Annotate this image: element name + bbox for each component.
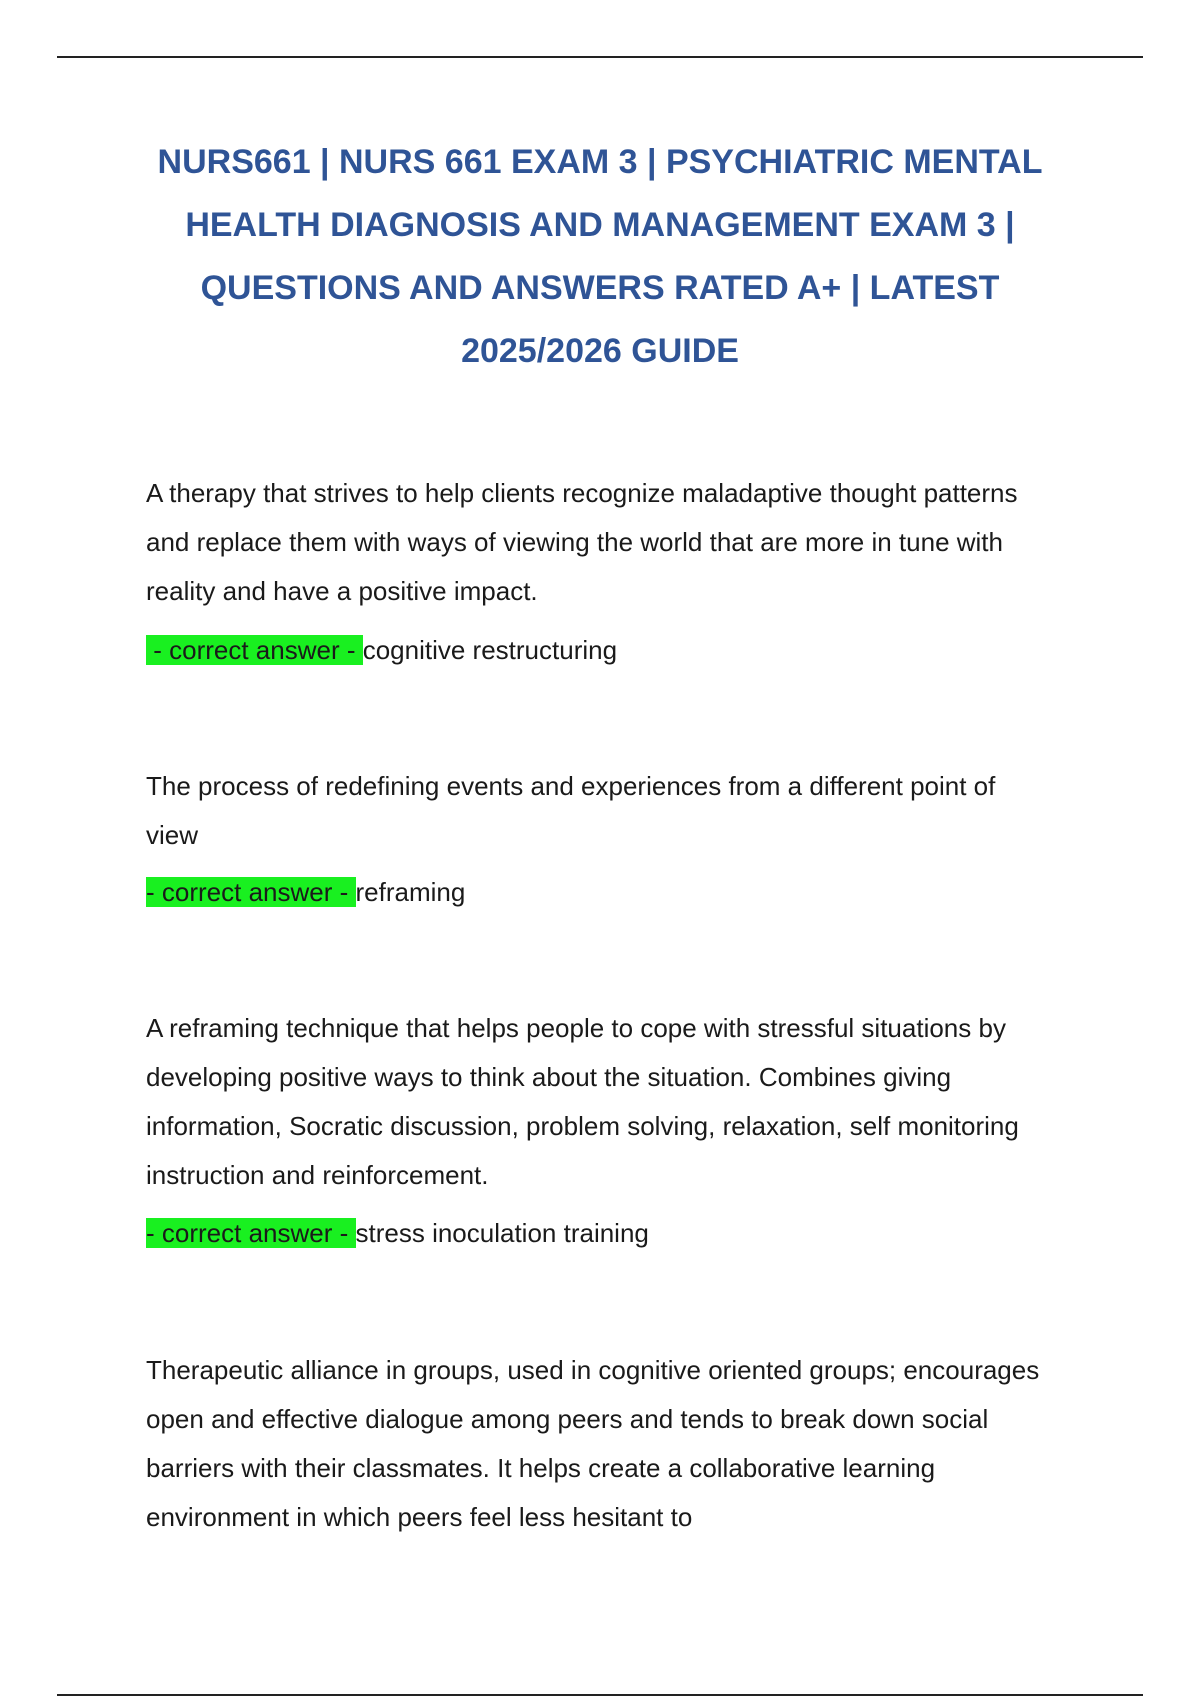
answer-line [146, 630, 1046, 670]
qa-item [146, 469, 1046, 670]
answer-line [146, 1213, 1046, 1253]
answer-line [146, 872, 1046, 912]
answer-text: stress inoculation training [355, 1218, 649, 1248]
bottom-divider [57, 1694, 1143, 1696]
qa-item [146, 1346, 1046, 1542]
answer-text: reframing [355, 877, 466, 907]
answer-text: cognitive restructuring [362, 635, 618, 665]
top-divider [57, 56, 1143, 58]
question-text: Therapeutic alliance in groups, used in cognitive oriented groups; encourages open and effective dialogue among peers and tends to break down social barriers with their classmates. It helps create a collaborative learning environment in which peers feel less hesitant to [146, 1355, 1040, 1532]
qa-item [146, 762, 1046, 912]
document-title: NURS661 | NURS 661 EXAM 3 | PSYCHIATRIC MENTAL HEALTH DIAGNOSIS AND MANAGEMENT EXAM 3 | QUESTIONS AND ANSWERS RATED A+ | LATEST 2025/2026 GUIDE [157, 143, 1043, 370]
correct-answer-highlight: - correct answer - [146, 635, 363, 665]
qa-item [146, 1004, 1046, 1253]
question-text: A reframing technique that helps people to cope with stressful situations by developing positive ways to think about the situation. Combines giving information, Socratic discussion, problem solving, relaxation, self monitoring instruction and reinforcement. [146, 1013, 1019, 1190]
correct-answer-highlight: - correct answer - [146, 877, 356, 907]
question-text: A therapy that strives to help clients recognize maladaptive thought patterns and replace them with ways of viewing the world that are more in tune with reality and have a positive impact. [146, 478, 1018, 606]
correct-answer-highlight: - correct answer - [146, 1218, 356, 1248]
question-text: The process of redefining events and experiences from a different point of view [146, 771, 996, 850]
